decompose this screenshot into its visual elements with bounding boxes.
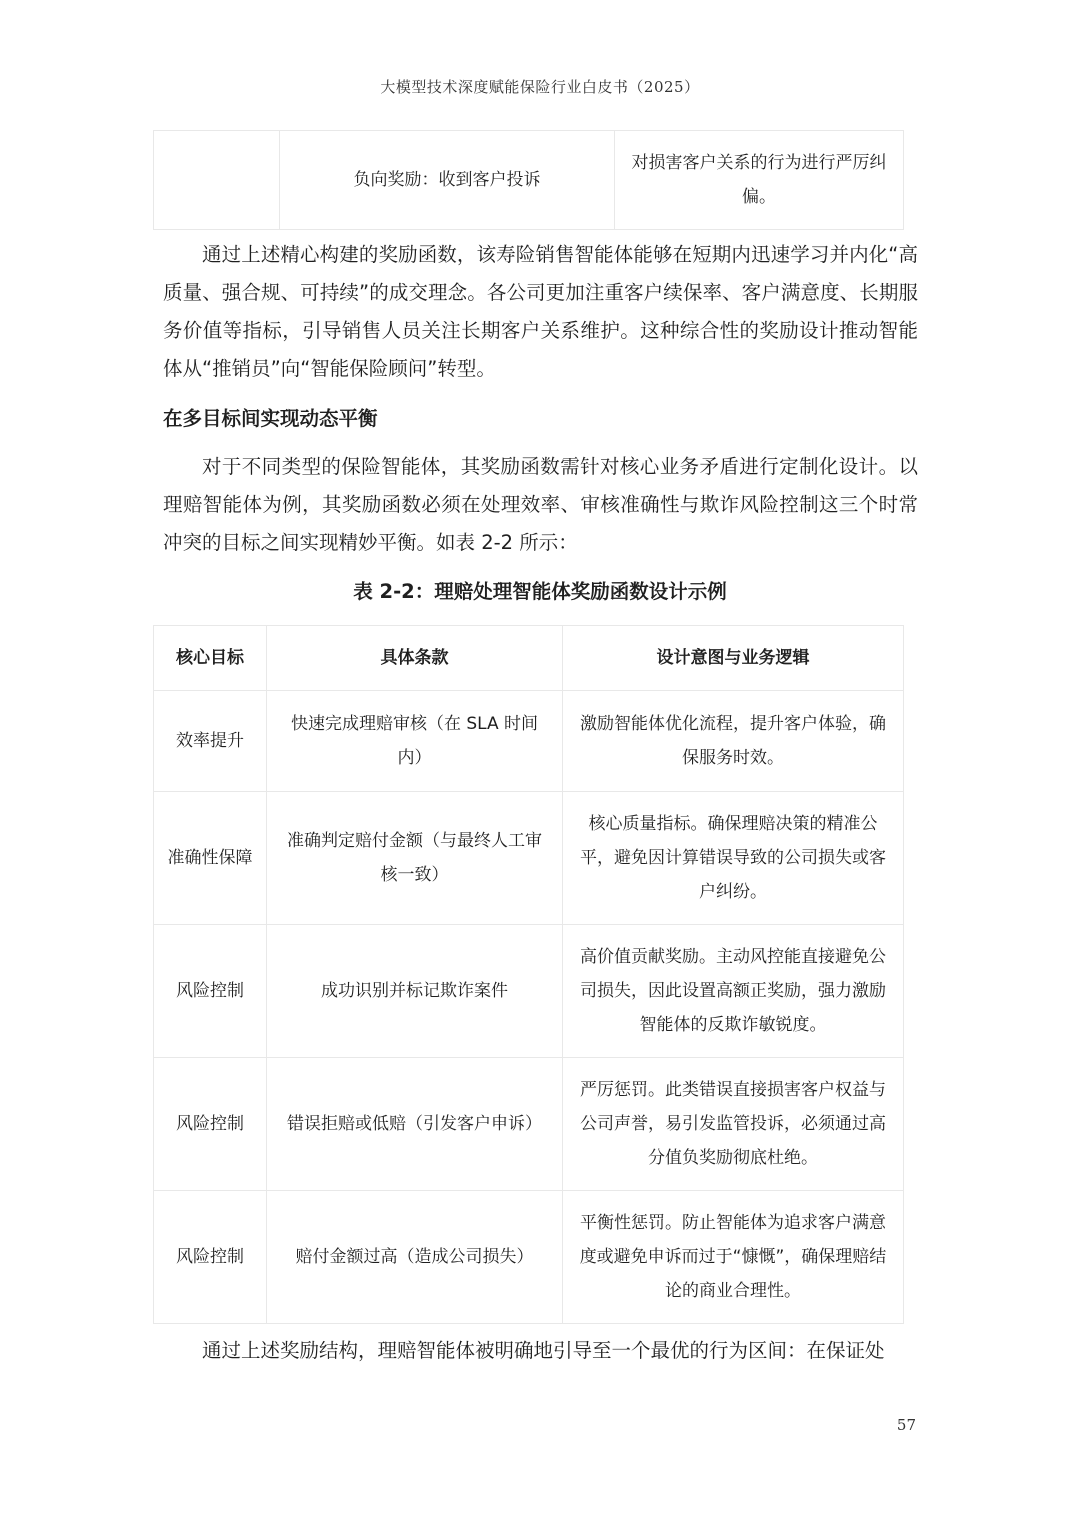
- running-header: 大模型技术深度赋能保险行业白皮书（2025）: [380, 78, 700, 96]
- table-row: [154, 691, 904, 792]
- goal-cell: 风险控制: [154, 1058, 267, 1191]
- clause-cell: 成功识别并标记欺诈案件: [267, 925, 563, 1058]
- reward-function-table: [153, 625, 904, 1324]
- intent-cell: 平衡性惩罚。防止智能体为追求客户满意度或避免申诉而过于“慷慨”，确保理赔结论的商业合理性。: [563, 1191, 904, 1324]
- goal-cell: 准确性保障: [154, 792, 267, 925]
- intent-cell: 严厉惩罚。此类错误直接损害客户权益与公司声誉，易引发监管投诉，必须通过高分值负奖励彻底杜绝。: [563, 1058, 904, 1191]
- body-paragraph: 对于不同类型的保险智能体，其奖励函数需针对核心业务矛盾进行定制化设计。以理赔智能体为例，其奖励函数必须在处理效率、审核准确性与欺诈风险控制这三个时常冲突的目标之间实现精妙平衡。如表 2-2 所示：: [163, 455, 918, 554]
- table-cell: 对损害客户关系的行为进行严厉纠偏。: [615, 131, 904, 230]
- continued-table: [153, 130, 904, 230]
- page-number: 57: [896, 1416, 916, 1434]
- table-row: [154, 1191, 904, 1324]
- table-row: [154, 792, 904, 925]
- clause-cell: 快速完成理赔审核（在 SLA 时间内）: [267, 691, 563, 792]
- body-paragraph: 通过上述精心构建的奖励函数，该寿险销售智能体能够在短期内迅速学习并内化“高质量、强合规、可持续”的成交理念。各公司更加注重客户续保率、客户满意度、长期服务价值等指标，引导销售人员关注长期客户关系维护。这种综合性的奖励设计推动智能体从“推销员”向“智能保险顾问”转型。: [163, 243, 918, 380]
- goal-cell: 效率提升: [154, 691, 267, 792]
- table-cell: [154, 131, 280, 230]
- intent-cell: 激励智能体优化流程，提升客户体验，确保服务时效。: [563, 691, 904, 792]
- table-row: [154, 131, 904, 230]
- body-paragraph: 通过上述奖励结构，理赔智能体被明确地引导至一个最优的行为区间：在保证处: [202, 1339, 885, 1362]
- table-header-row: [154, 626, 904, 691]
- table-row: [154, 1058, 904, 1191]
- intent-cell: 高价值贡献奖励。主动风控能直接避免公司损失，因此设置高额正奖励，强力激励智能体的反欺诈敏锐度。: [563, 925, 904, 1058]
- clause-cell: 准确判定赔付金额（与最终人工审核一致）: [267, 792, 563, 925]
- table-cell: 负向奖励：收到客户投诉: [280, 131, 615, 230]
- table-caption: 表 2-2：理赔处理智能体奖励函数设计示例: [353, 580, 727, 603]
- column-header: 设计意图与业务逻辑: [563, 626, 904, 691]
- goal-cell: 风险控制: [154, 925, 267, 1058]
- goal-cell: 风险控制: [154, 1191, 267, 1324]
- table-row: [154, 925, 904, 1058]
- section-heading: 在多目标间实现动态平衡: [163, 407, 378, 430]
- column-header: 具体条款: [267, 626, 563, 691]
- column-header: 核心目标: [154, 626, 267, 691]
- clause-cell: 错误拒赔或低赔（引发客户申诉）: [267, 1058, 563, 1191]
- intent-cell: 核心质量指标。确保理赔决策的精准公平，避免因计算错误导致的公司损失或客户纠纷。: [563, 792, 904, 925]
- clause-cell: 赔付金额过高（造成公司损失）: [267, 1191, 563, 1324]
